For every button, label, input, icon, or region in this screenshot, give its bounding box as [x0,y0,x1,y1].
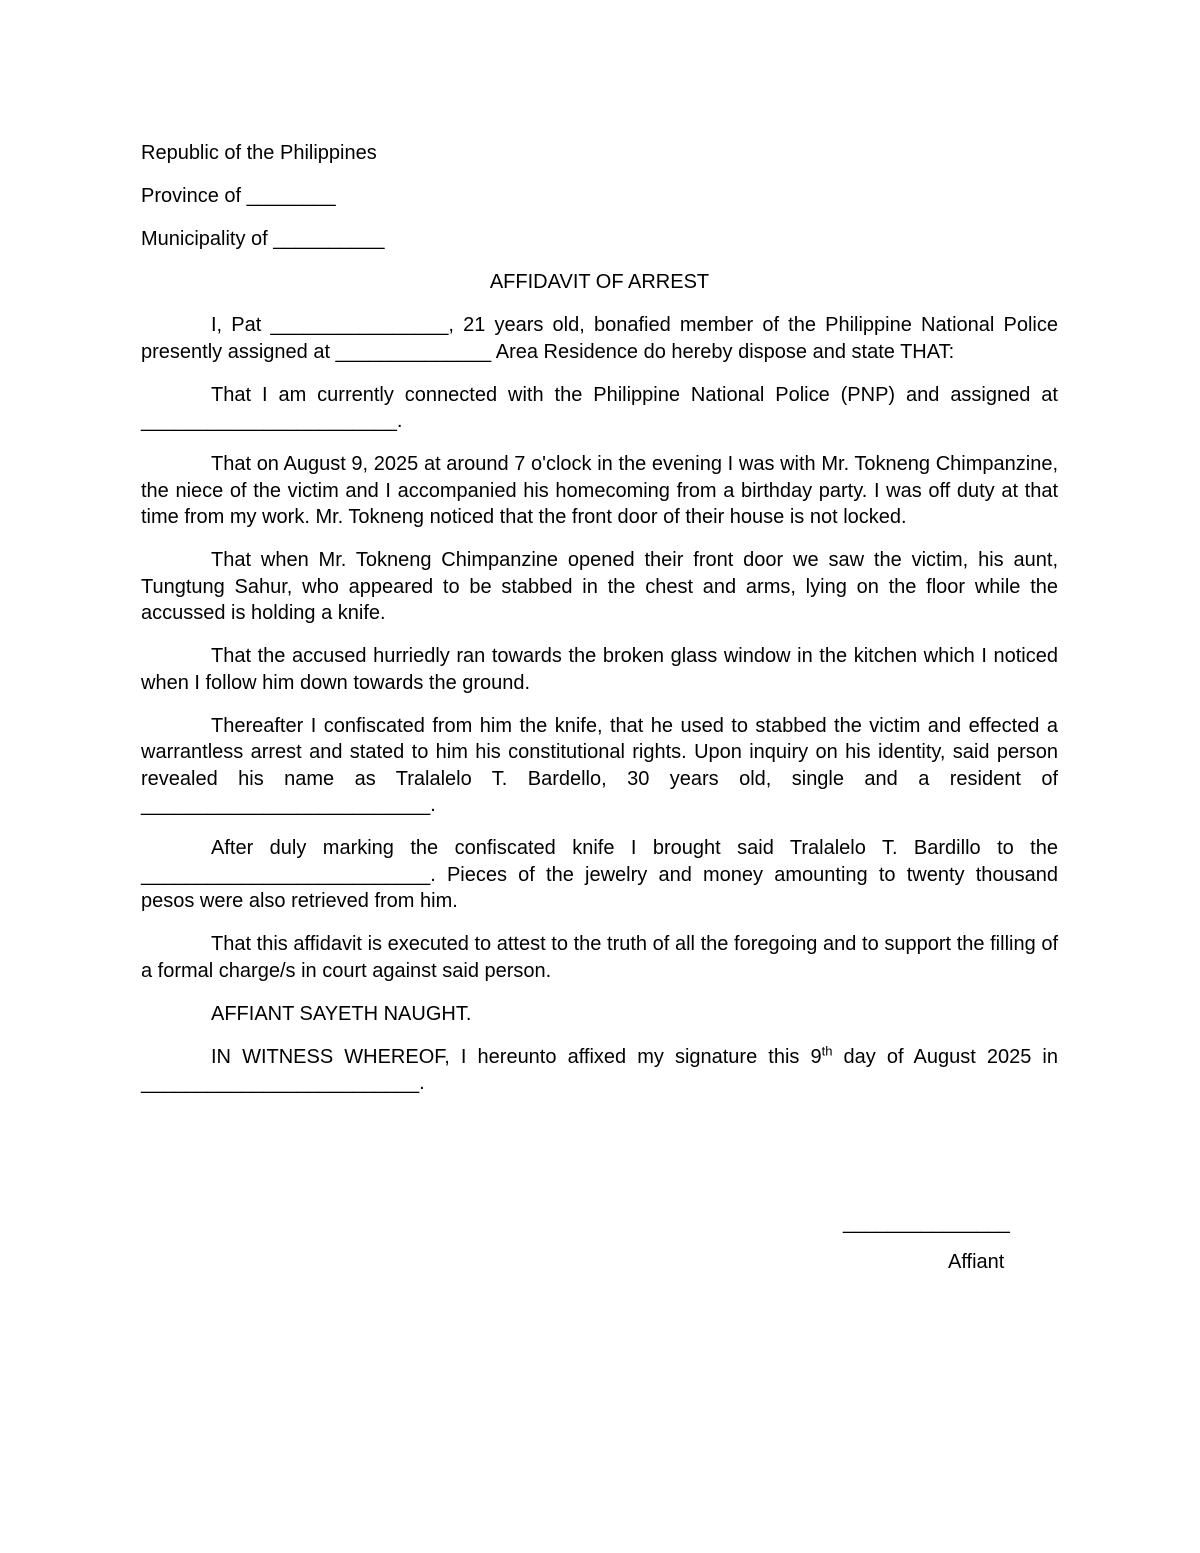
document-title: AFFIDAVIT OF ARREST [489,271,710,293]
paragraph-escape: That the accused hurriedly ran towards the broken glass window in the kitchen which I noticed when I follow him down towards the ground. [141,645,1058,694]
paragraph-arrest: Thereafter I confiscated from him the knife, that he used to stabbed the victim and effected a warrantless arrest and stated to him his constitutional rights. Upon inquiry on his identity, said person revealed his name as Tralalelo T. Bardello, 30 years old, single and a resident of __________________________. [141,714,1058,816]
paragraph-assignment: That I am currently connected with the Philippine National Police (PNP) and assigned at _______________________. [141,383,1058,432]
paragraph-purpose: That this affidavit is executed to attest to the truth of all the foregoing and to support the filling of a formal charge/s in court against said person. [141,933,1058,982]
municipality-line: Municipality of __________ [141,228,385,250]
republic-line: Republic of the Philippines [141,142,377,164]
witness-clause [141,1044,1058,1097]
province-line: Province of ________ [141,185,336,207]
affiant-label: Affiant [948,1251,1005,1273]
witness-clause-end: day of August 2025 in _________________________. [141,1045,1058,1094]
witness-clause-start: IN WITNESS WHEREOF, I hereunto affixed my signature this 9 [211,1045,822,1068]
affiant-sayeth-naught: AFFIANT SAYETH NAUGHT. [211,1002,472,1025]
paragraph-incident: That on August 9, 2025 at around 7 o'clock in the evening I was with Mr. Tokneng Chimpanzine, the niece of the victim and I accompanied his homecoming from a birthday party. I was off duty at that time from my work. Mr. Tokneng noticed that the front door of their house is not locked. [141,453,1058,528]
paragraph-discovery: That when Mr. Tokneng Chimpanzine opened their front door we saw the victim, his aunt, Tungtung Sahur, who appeared to be stabbed in the chest and arms, lying on the floor while the accussed is holding a knife. [141,549,1058,624]
paragraph-custody: After duly marking the confiscated knife I brought said Tralalelo T. Bardillo to the __________________________. Pieces of the jewelry and money amounting to twenty thousand pesos were also retrieved from him. [141,837,1058,912]
witness-ordinal-suffix: th [821,1042,833,1058]
paragraph-identity: I, Pat ________________, 21 years old, bonafied member of the Philippine National Police presently assigned at ______________ Area Residence do hereby dispose and state THAT: [141,314,1058,363]
document-body [141,140,1058,1113]
signature-line: _______________ [843,1212,1010,1234]
